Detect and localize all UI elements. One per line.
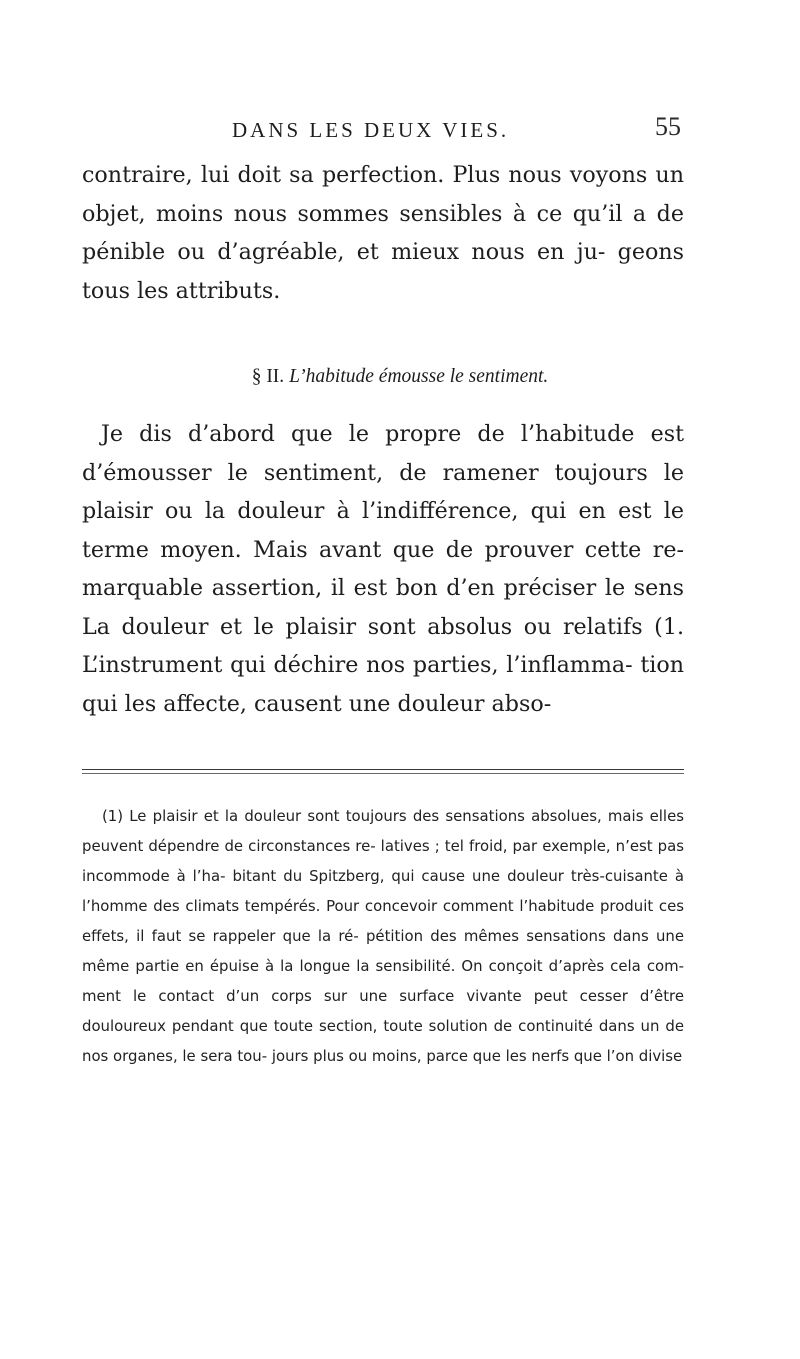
section-number: § II. [251, 366, 285, 387]
paragraph-continuation: contraire, lui doit sa perfection. Plus nous voyons un objet, moins nous sommes sensibles à ce qu’il a de pénible ou d’agréable, et mieux nous en ju- geons tous les attributs. [82, 162, 684, 304]
footnote: (1) Le plaisir et la douleur sont toujours des sensations absolues, mais elles peuvent dépendre de circonstances re- latives ; tel froid, par exemple, n’est pas incommode à l’ha- bitant du Spitzberg, qui cause une douleur très-cuisante à l’homme des climats tempérés. Pour concevoir comment l’habitude produit ces effets, il faut se rappeler que la ré- pétition des mêmes sensations dans une même partie en épuise à la longue la sensibilité. On conçoit d’après cela com- ment le contact d’un corps sur une surface vivante peut cesser d’être douloureux pendant que toute section, toute solution de continuité dans un de nos organes, le sera tou- jours plus ou moins, parce que les nerfs que l’on divise [82, 807, 684, 1065]
section-title: L’habitude émousse le sentiment. [289, 366, 549, 387]
footnote-separator [82, 769, 684, 770]
page-number: 55 [655, 112, 681, 141]
running-title: DANS LES DEUX VIES. [232, 118, 510, 142]
paragraph-main: Je dis d’abord que le propre de l’habitude est d’émousser le sentiment, de ramener toujours le plaisir ou la douleur à l’indifférence, qui en est le terme moyen. Mais avant que de prouver cette re- marquable assertion, il est bon d’en préciser le sens La douleur et le plaisir sont absolus ou relatifs (1. L’instrument qui déchire nos parties, l’inflamma- tion qui les affecte, causent une douleur abso- [82, 421, 684, 717]
section-heading [0, 366, 800, 388]
footnote-separator-thin [82, 773, 684, 774]
running-head [0, 112, 800, 148]
